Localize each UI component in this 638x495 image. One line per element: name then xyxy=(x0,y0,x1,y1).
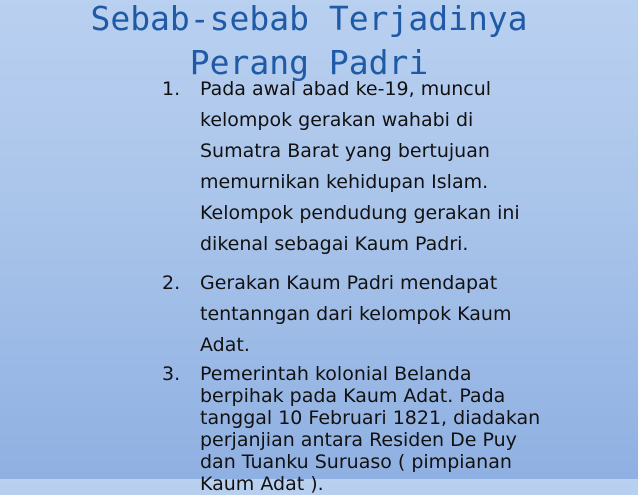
list-item-1 xyxy=(162,74,632,260)
list-item-line: dan Tuanku Suruaso ( pimpianan xyxy=(200,451,512,473)
list-item-line: Kaum Adat ). xyxy=(200,473,324,495)
list-item-number: 3. xyxy=(162,363,181,385)
list-item-line: memurnikan kehidupan Islam. xyxy=(200,171,489,193)
slide-title-line-2: Perang Padri xyxy=(189,43,429,82)
list-item-line: Adat. xyxy=(200,334,250,356)
list-item-line: berpihak pada Kaum Adat. Pada xyxy=(200,385,506,407)
list-item-line: Gerakan Kaum Padri mendapat xyxy=(200,272,498,294)
list-item-line: perjanjian antara Residen De Puy xyxy=(200,429,517,451)
slide-title-line-1: Sebab-sebab Terjadinya xyxy=(90,0,528,38)
list-item-number: 1. xyxy=(162,78,181,100)
list-item-line: tentanngan dari kelompok Kaum xyxy=(200,303,512,325)
list-item-2 xyxy=(162,268,632,361)
list-item-line: Pada awal abad ke-19, muncul xyxy=(200,78,492,100)
list-item-3 xyxy=(162,363,632,495)
list-item-line: Pemerintah kolonial Belanda xyxy=(200,363,472,385)
list-item-line: Sumatra Barat yang bertujuan xyxy=(200,140,490,162)
numbered-list xyxy=(162,74,632,495)
list-item-line: Kelompok pendudung gerakan ini xyxy=(200,202,520,224)
list-item-number: 2. xyxy=(162,272,181,294)
list-item-line: tanggal 10 Februari 1821, diadakan xyxy=(200,407,541,429)
list-item-line: kelompok gerakan wahabi di xyxy=(200,109,474,131)
list-item-line: dikenal sebagai Kaum Padri. xyxy=(200,233,469,255)
